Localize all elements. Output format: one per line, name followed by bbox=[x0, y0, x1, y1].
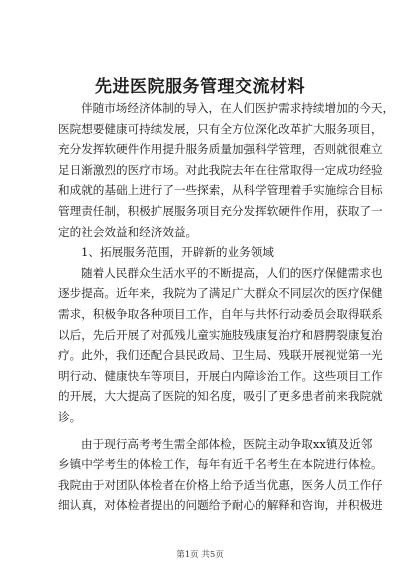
paragraph-line: 乡镇中学考生的体检工作，每年有近千名考生在本院进行体检。 bbox=[58, 457, 383, 472]
paragraph-line: 和成就的基础上进行了一些探索，从科学管理着手实施综合目标 bbox=[58, 183, 383, 198]
paragraph-line: 充分发挥软硬件作用提升服务质量加强科学管理，否则就很难立 bbox=[58, 142, 383, 157]
paragraph-line: 随着人民群众生活水平的不断提高，人们的医疗保健需求也 bbox=[81, 265, 383, 280]
paragraph-line: 伴随市场经济体制的导入，在人们医护需求持续增加的今天， bbox=[81, 101, 395, 115]
paragraph-line: 细认真，对体检者提出的问题给予耐心的解释和咨询，并积极进 bbox=[58, 498, 383, 513]
paragraph-line: 医院想要健康可持续发展，只有全方位深化改革扩大服务项目， bbox=[58, 121, 383, 136]
paragraph-line: 疗。此外，我们还配合县民政局、卫生局、残联开展视觉第一光 bbox=[58, 348, 383, 363]
paragraph-line: 由于现行高考考生需全部体检，医院主动争取xx镇及近邻 bbox=[81, 436, 373, 451]
page-footer: 第1页 共5页 bbox=[176, 550, 224, 560]
paragraph-line: 定的社会效益和经济效益。 bbox=[58, 224, 198, 239]
paragraph-line: 以后，先后开展了对孤残儿童实施肢残康复治疗和唇腭裂康复治 bbox=[58, 327, 383, 342]
paragraph-line: 的开展，大大提高了医院的知名度，吸引了更多患者前来我院就 bbox=[58, 389, 383, 404]
document-body bbox=[58, 98, 395, 516]
paragraph-line: 足日渐激烈的医疗市场。对此我院去年在往常取得一定成功经验 bbox=[58, 162, 383, 177]
document-title: 先进医院服务管理交流材料 bbox=[95, 77, 305, 97]
section-heading: 1、拓展服务范围，开辟新的业务领域 bbox=[81, 245, 274, 260]
paragraph-line: 我院由于对团队体检者在价格上给予适当优惠，医务人员工作仔 bbox=[58, 477, 383, 492]
paragraph-line: 明行动、健康快车等项目，开展白内障诊治工作。这些项目工作 bbox=[58, 368, 383, 383]
paragraph-line: 管理责任制，积极扩展服务项目充分发挥软硬件作用，获取了一 bbox=[58, 203, 383, 218]
paragraph-line: 需求，积极争取各种项目工作，自年与共怀行动委员会取得联系 bbox=[58, 306, 383, 321]
paragraph-line: 诊。 bbox=[58, 409, 82, 424]
paragraph-line: 逐步提高。近年来，我院为了满足广大群众不同层次的医疗保健 bbox=[58, 286, 383, 301]
